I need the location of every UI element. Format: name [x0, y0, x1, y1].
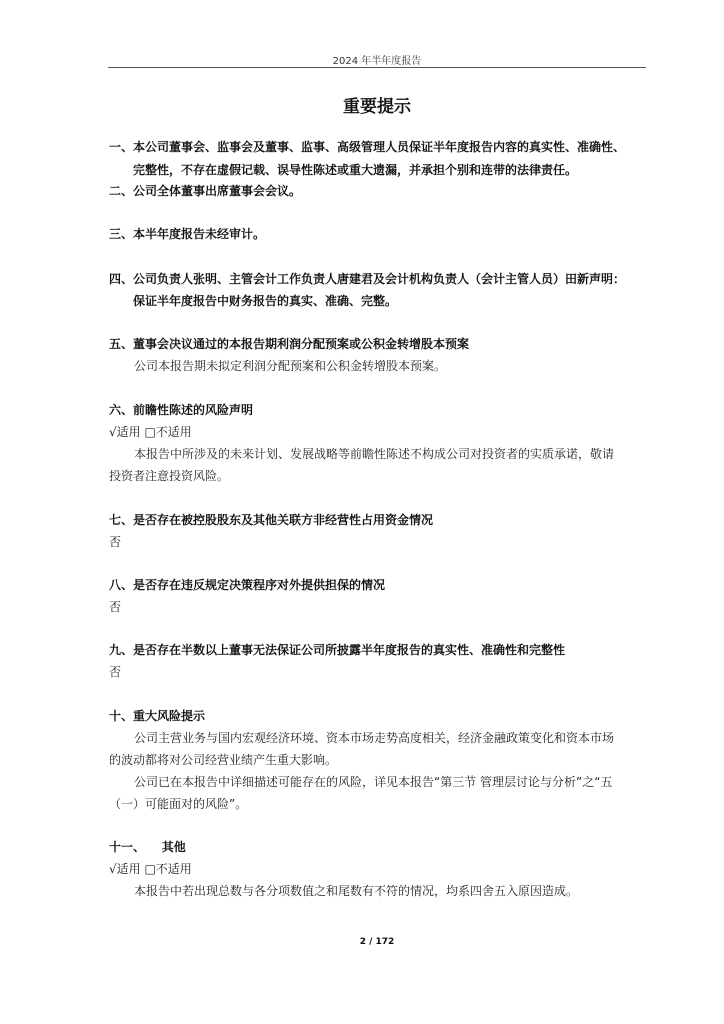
section-1-line-1: 一、本公司董事会、监事会及董事、监事、高级管理人员保证半年度报告内容的真实性、准确性、 [109, 140, 626, 154]
section-5-body: 公司本报告期未拟定利润分配预案和公积金转增股本预案。 [134, 359, 447, 373]
section-6-heading: 六、前瞻性陈述的风险声明 [109, 403, 254, 417]
section-5-heading: 五、董事会决议通过的本报告期利润分配预案或公积金转增股本预案 [109, 337, 470, 351]
section-7-heading: 七、是否存在被控股股东及其他关联方非经营性占用资金情况 [109, 513, 434, 527]
section-1-line-2: 完整性，不存在虚假记载、误导性陈述或重大遗漏，并承担个别和连带的法律责任。 [133, 163, 578, 177]
section-6-body-line-2: 投资者注意投资风险。 [109, 469, 230, 483]
section-3-heading: 三、本半年度报告未经审计。 [109, 227, 266, 241]
section-11-applicability: √适用 □不适用 [109, 862, 192, 876]
section-9-heading: 九、是否存在半数以上董事无法保证公司所披露半年度报告的真实性、准确性和完整性 [109, 643, 566, 657]
section-4-line-2: 保证半年度报告中财务报告的真实、准确、完整。 [133, 294, 398, 308]
section-6-body-line-1: 本报告中所涉及的未来计划、发展战略等前瞻性陈述不构成公司对投资者的实质承诺，敬请 [134, 447, 615, 461]
page-title: 重要提示 [343, 97, 411, 117]
page-number: 2 / 172 [359, 937, 395, 947]
section-7-answer: 否 [109, 535, 122, 549]
section-9-answer: 否 [109, 665, 122, 679]
section-11-body: 本报告中若出现总数与各分项数值之和尾数有不符的情况，均系四舍五入原因造成。 [134, 884, 579, 898]
section-8-answer: 否 [109, 600, 122, 614]
section-11-heading: 十一、 其他 [109, 840, 186, 854]
section-10-para-2-line-1: 公司已在本报告中详细描述可能存在的风险，详见本报告“第三节 管理层讨论与分析”之“五 [134, 775, 613, 789]
section-8-heading: 八、是否存在违反规定决策程序对外提供担保的情况 [109, 578, 386, 592]
header-divider [108, 67, 646, 68]
section-10-para-1-line-1: 公司主营业务与国内宏观经济环境、资本市场走势高度相关，经济金融政策变化和资本市场 [134, 731, 615, 745]
section-4-line-1: 四、公司负责人张明、主管会计工作负责人唐建君及会计机构负责人（会计主管人员）田新声明： [109, 272, 626, 286]
section-10-para-1-line-2: 的波动都将对公司经营业绩产生重大影响。 [109, 753, 338, 767]
section-6-applicability: √适用 □不适用 [109, 425, 192, 439]
running-header: 2024 年半年度报告 [332, 56, 422, 67]
section-10-heading: 十、重大风险提示 [109, 709, 206, 723]
section-10-para-2-line-2: （一）可能面对的风险”。 [109, 797, 248, 811]
section-2-heading: 二、公司全体董事出席董事会会议。 [109, 184, 302, 198]
